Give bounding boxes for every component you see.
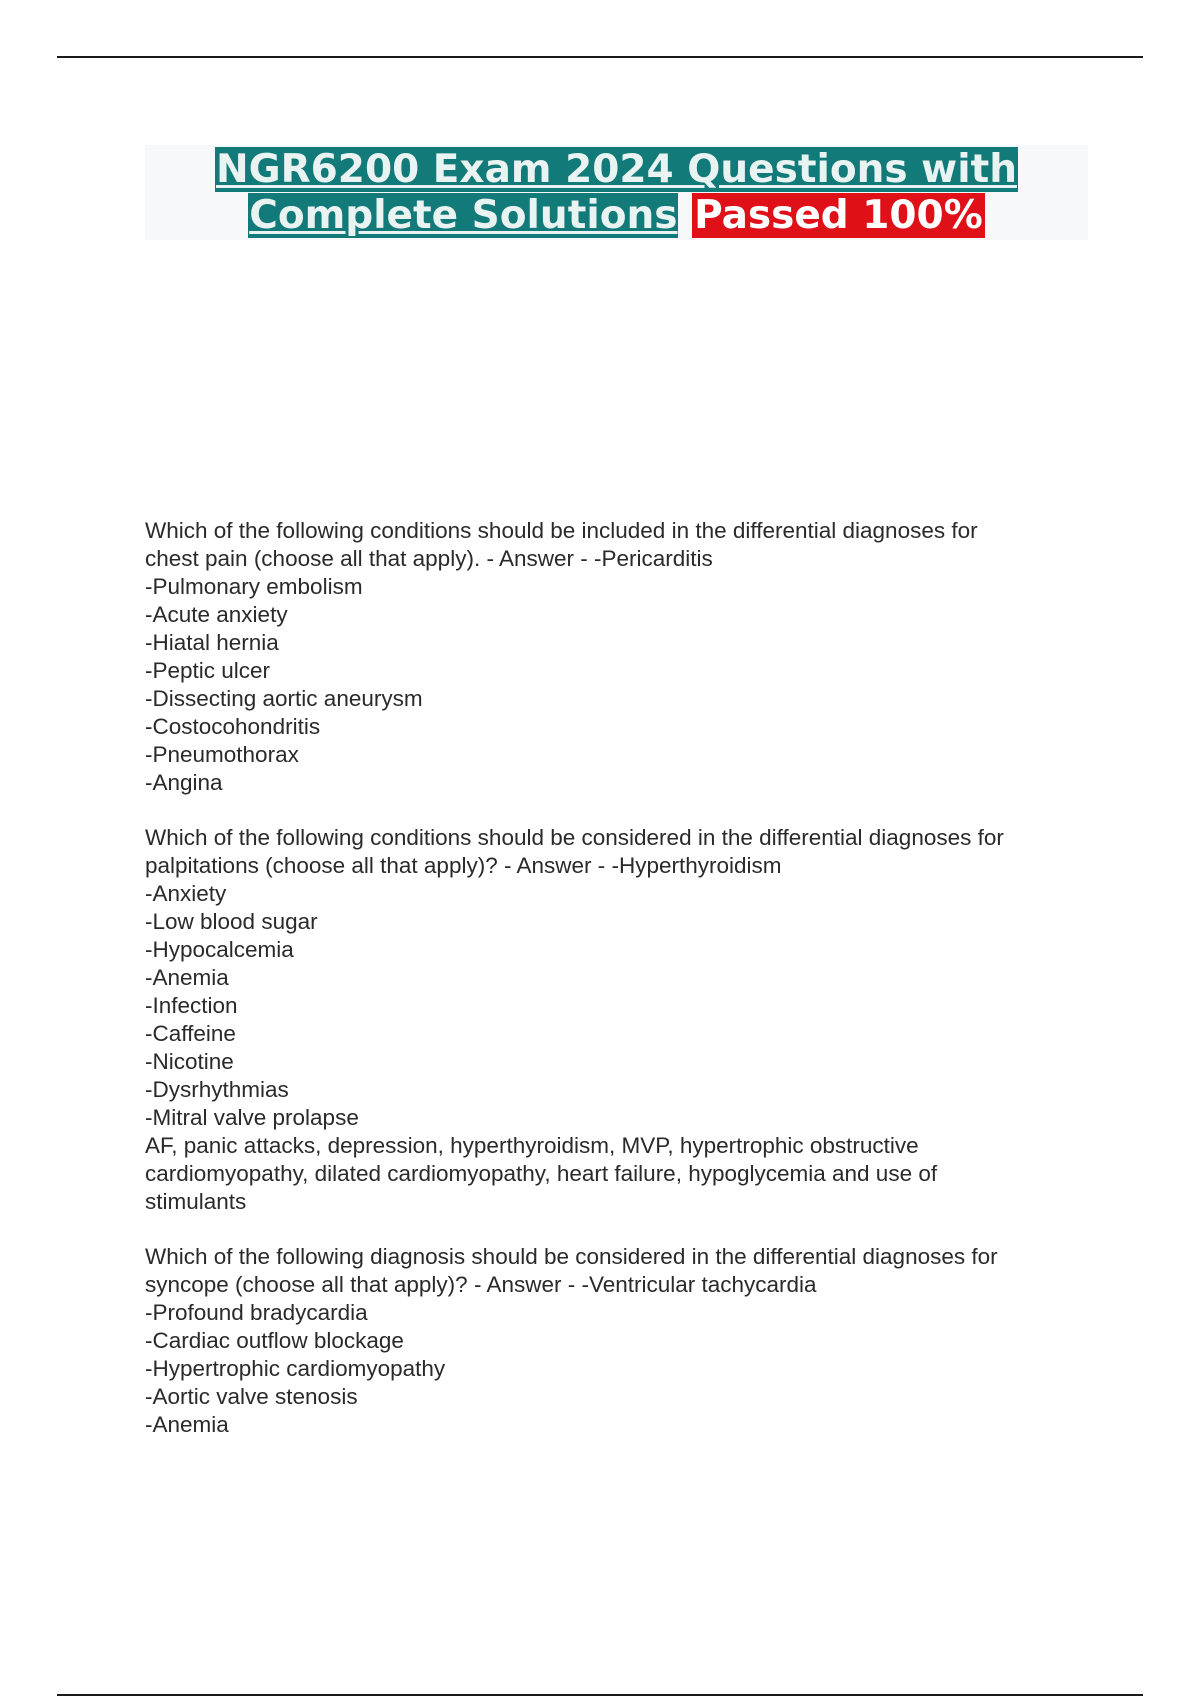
answer-item: -Peptic ulcer [145, 658, 271, 683]
question-line: Which of the following conditions should be included in the differential diagnoses for [145, 518, 978, 543]
answer-item: -Profound bradycardia [145, 1300, 368, 1325]
answer-item: -Dysrhythmias [145, 1077, 289, 1102]
title-main-line-1: NGR6200 Exam 2024 Questions with [215, 147, 1017, 192]
question-line: Which of the following diagnosis should be considered in the differential diagnoses for [145, 1244, 998, 1269]
top-divider [57, 56, 1143, 58]
question-line: syncope (choose all that apply)? - Answer - -Ventricular tachycardia [145, 1272, 817, 1297]
question-line: Which of the following conditions should be considered in the differential diagnoses for [145, 825, 1004, 850]
answer-item: -Pneumothorax [145, 742, 299, 767]
answer-item: -Acute anxiety [145, 602, 288, 627]
answer-note: AF, panic attacks, depression, hyperthyroidism, MVP, hypertrophic obstructive [145, 1133, 919, 1158]
document-title [145, 145, 1088, 240]
bottom-divider [57, 1694, 1143, 1696]
answer-note: stimulants [145, 1189, 247, 1214]
answer-item: -Anxiety [145, 881, 227, 906]
answer-item: -Dissecting aortic aneurysm [145, 686, 423, 711]
question-line: palpitations (choose all that apply)? - Answer - -Hyperthyroidism [145, 853, 782, 878]
answer-item: -Mitral valve prolapse [145, 1105, 359, 1130]
passed-badge: Passed 100% [694, 193, 983, 238]
answer-item: -Cardiac outflow blockage [145, 1328, 404, 1353]
answer-item: -Nicotine [145, 1049, 234, 1074]
answer-item: -Hiatal hernia [145, 630, 279, 655]
answer-item: -Hypocalcemia [145, 937, 294, 962]
answer-item: -Anemia [145, 1412, 229, 1437]
question-block [145, 517, 1095, 797]
answer-item: -Anemia [145, 965, 229, 990]
question-block [145, 824, 1095, 1216]
answer-item: -Pulmonary embolism [145, 574, 363, 599]
title-main-line-2: Complete Solutions [249, 193, 678, 238]
question-line: chest pain (choose all that apply). - Answer - -Pericarditis [145, 546, 713, 571]
answer-item: -Costocohondritis [145, 714, 321, 739]
answer-item: -Angina [145, 770, 223, 795]
answer-item: -Caffeine [145, 1021, 236, 1046]
answer-item: -Low blood sugar [145, 909, 318, 934]
answer-note: cardiomyopathy, dilated cardiomyopathy, heart failure, hypoglycemia and use of [145, 1161, 938, 1186]
answer-item: -Infection [145, 993, 238, 1018]
question-block [145, 1243, 1095, 1439]
qa-content [145, 517, 1095, 1466]
answer-item: -Aortic valve stenosis [145, 1384, 358, 1409]
answer-item: -Hypertrophic cardiomyopathy [145, 1356, 446, 1381]
